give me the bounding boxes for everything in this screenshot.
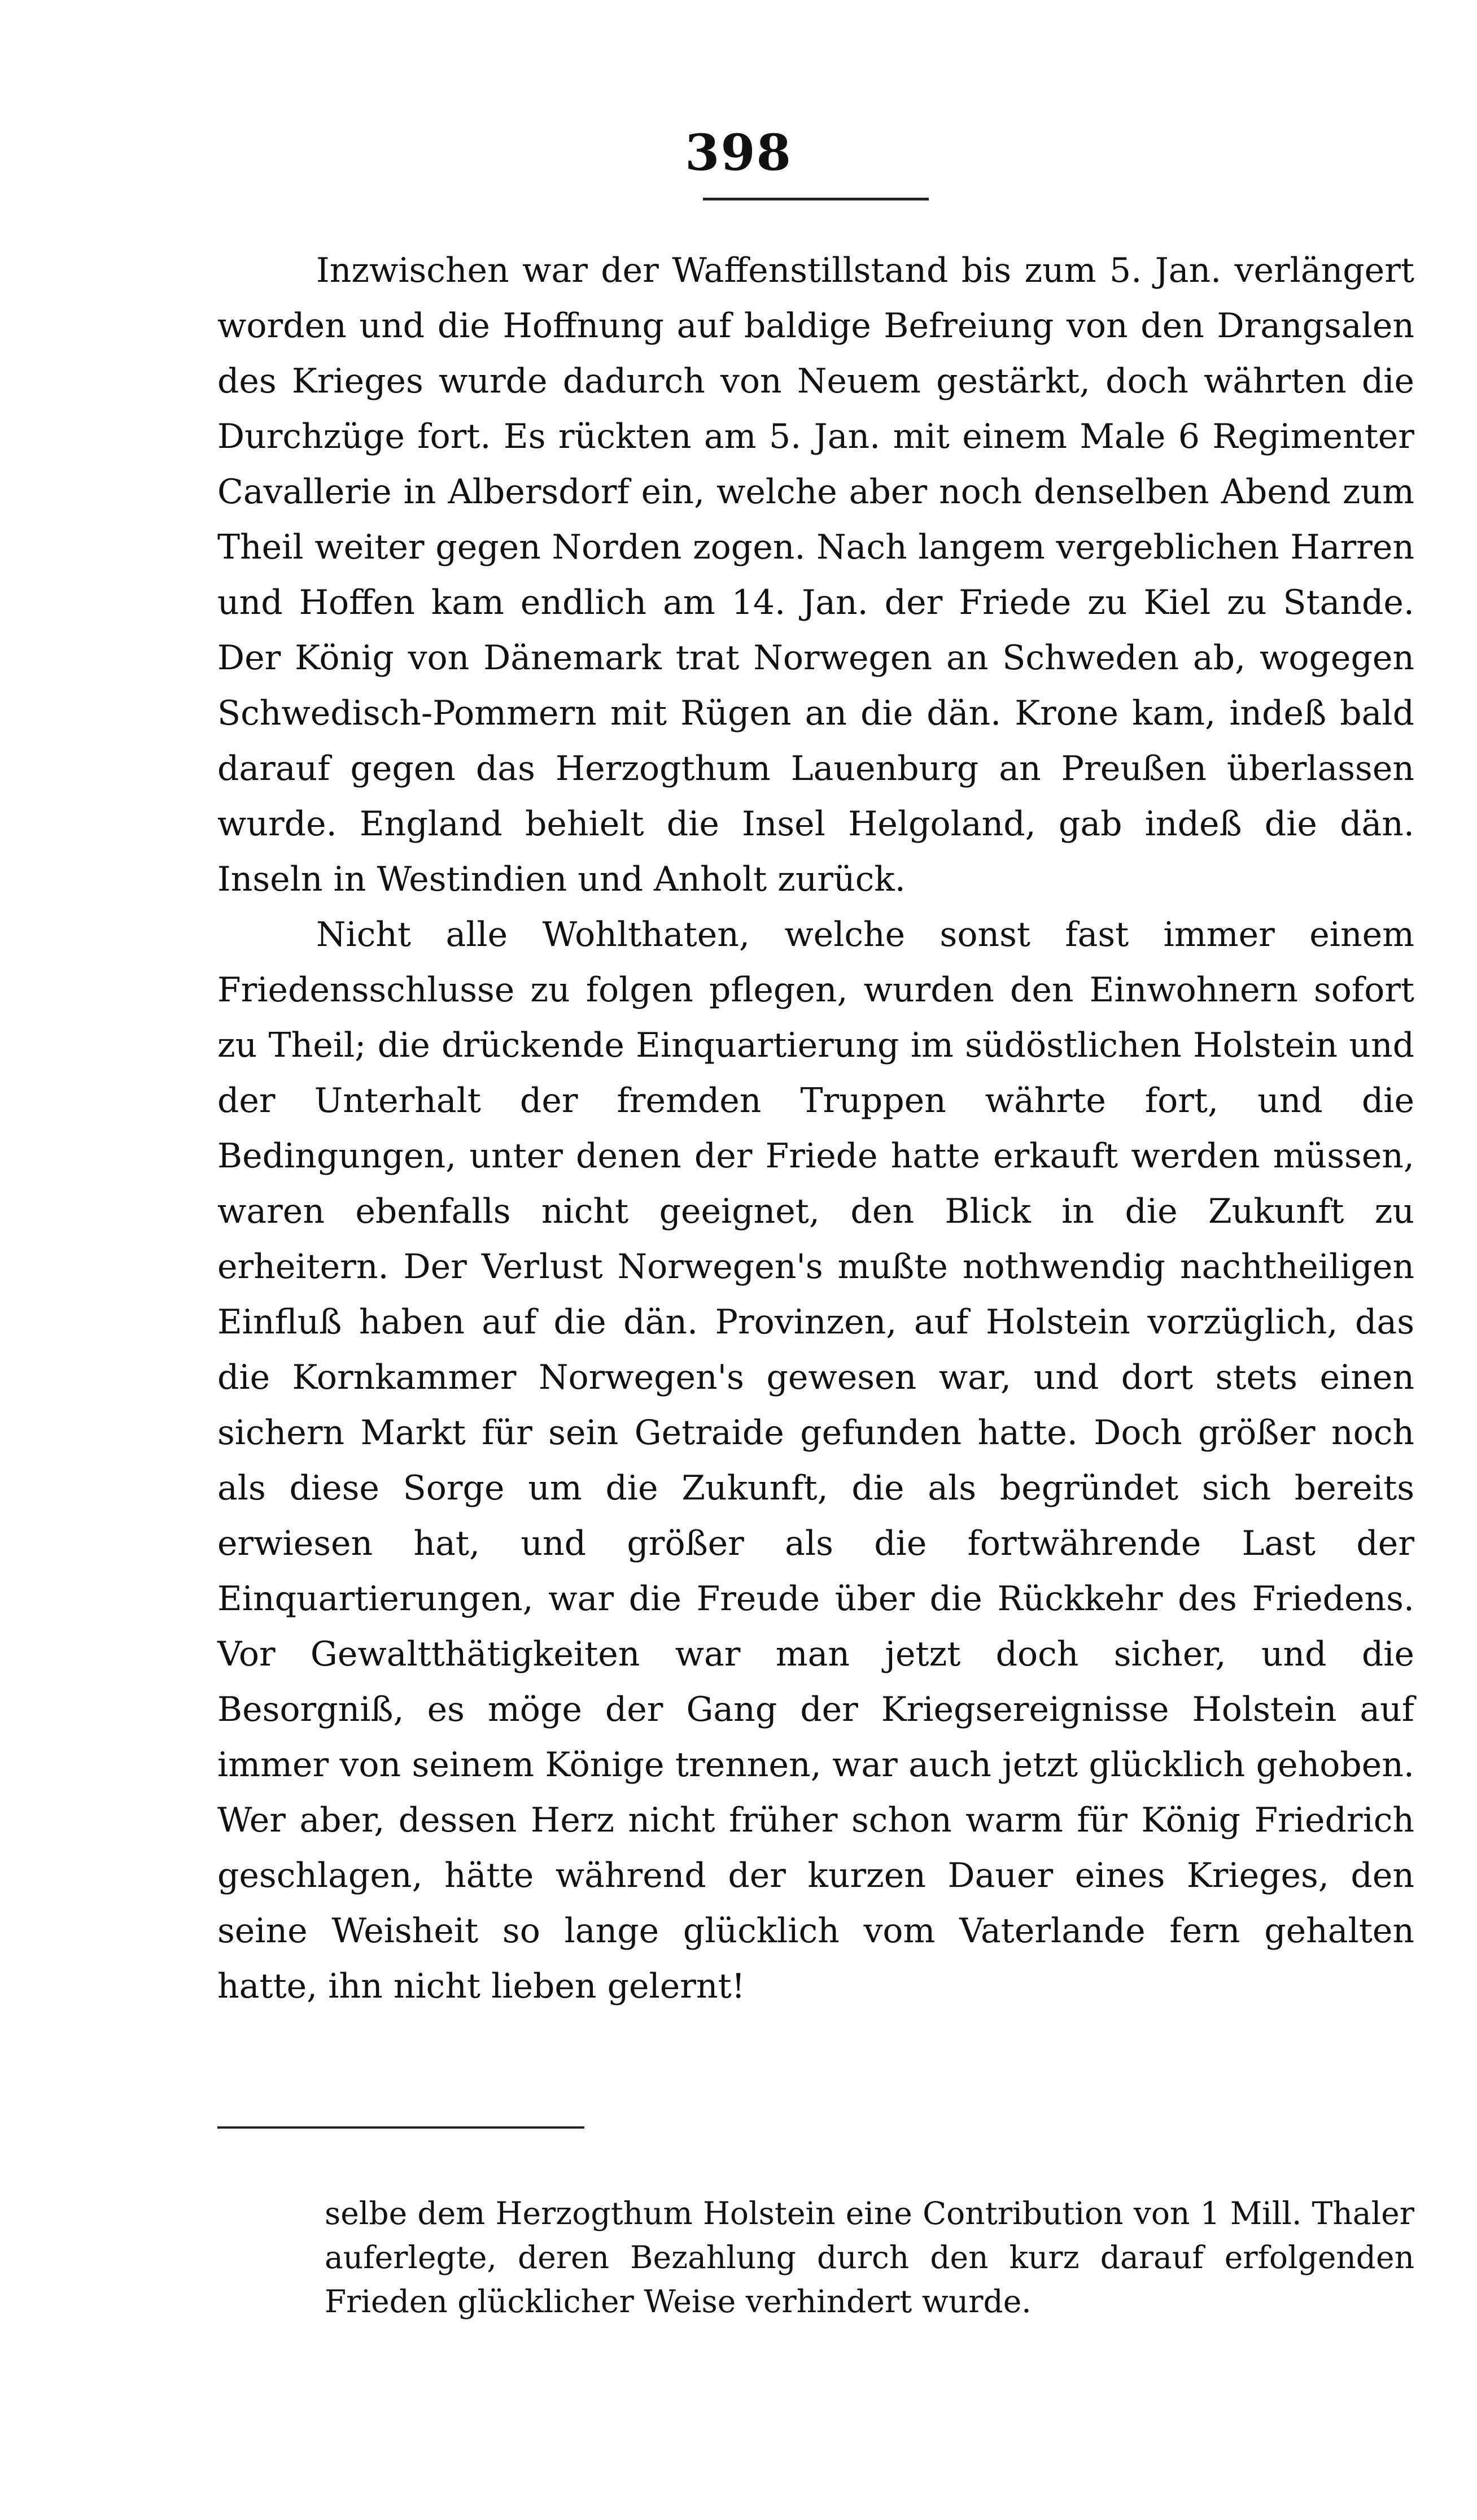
footnote-rule — [217, 2126, 584, 2129]
footnote-text: selbe dem Herzogthum Holstein eine Contribution von 1 Mill. Thaler auferlegte, deren Bezahlung durch den kurz darauf erfolgenden Frieden glücklicher Weise verhindert wurde. — [325, 2195, 1414, 2320]
paragraph-2: Nicht alle Wohlthaten, welche sonst fast immer einem Friedensschlusse zu folgen pflegen, wurden den Einwohnern sofort zu Theil; die drückende Einquartierung im südöstlichen Holstein und der Unterhalt der fremden Truppen währte fort, und die Bedingungen, unter denen der Friede hatte erkauft werden müssen, waren ebenfalls nicht geeignet, den Blick in die Zukunft zu erheitern. Der Verlust Norwegen's mußte nothwendig nachtheiligen Einfluß haben auf die dän. Provinzen, auf Holstein vorzüglich, das die Kornkammer Norwegen's gewesen war, und dort stets einen sichern Markt für sein Getraide gefunden hatte. Doch größer noch als diese Sorge um die Zukunft, die als begründet sich bereits erwiesen hat, und größer als die fortwährende Last der Einquartierungen, war die Freude über die Rückkehr des Friedens. Vor Gewaltthätigkeiten war man jetzt doch sicher, und die Besorgniß, es möge der Gang der Kriegsereignisse Holstein auf immer von seinem Könige trennen, war auch jetzt glücklich gehoben. Wer aber, dessen Herz nicht früher schon warm für König Friedrich geschlagen, hätte während der kurzen Dauer eines Krieges, den seine Weisheit so lange glücklich vom Vaterlande fern gehalten hatte, ihn nicht lieben gelernt! — [217, 915, 1414, 2006]
page-number: 398 — [685, 123, 792, 182]
paragraph-1: Inzwischen war der Waffenstillstand bis zum 5. Jan. verlängert worden und die Hoffnung auf baldige Befreiung von den Drangsalen des Krieges wurde dadurch von Neuem gestärkt, doch währten die Durchzüge fort. Es rückten am 5. Jan. mit einem Male 6 Regimenter Cavallerie in Albersdorf ein, welche aber noch denselben Abend zum Theil weiter gegen Norden zogen. Nach langem vergeblichen Harren und Hoffen kam endlich am 14. Jan. der Friede zu Kiel zu Stande. Der König von Dänemark trat Norwegen an Schweden ab, wogegen Schwedisch-Pommern mit Rügen an die dän. Krone kam, indeß bald darauf gegen das Herzogthum Lauenburg an Preußen überlassen wurde. England behielt die Insel Helgoland, gab indeß die dän. Inseln in Westindien und Anholt zurück. — [217, 251, 1414, 899]
header-rule — [703, 198, 929, 200]
footnote — [325, 2191, 1414, 2323]
main-text — [217, 243, 1414, 2014]
